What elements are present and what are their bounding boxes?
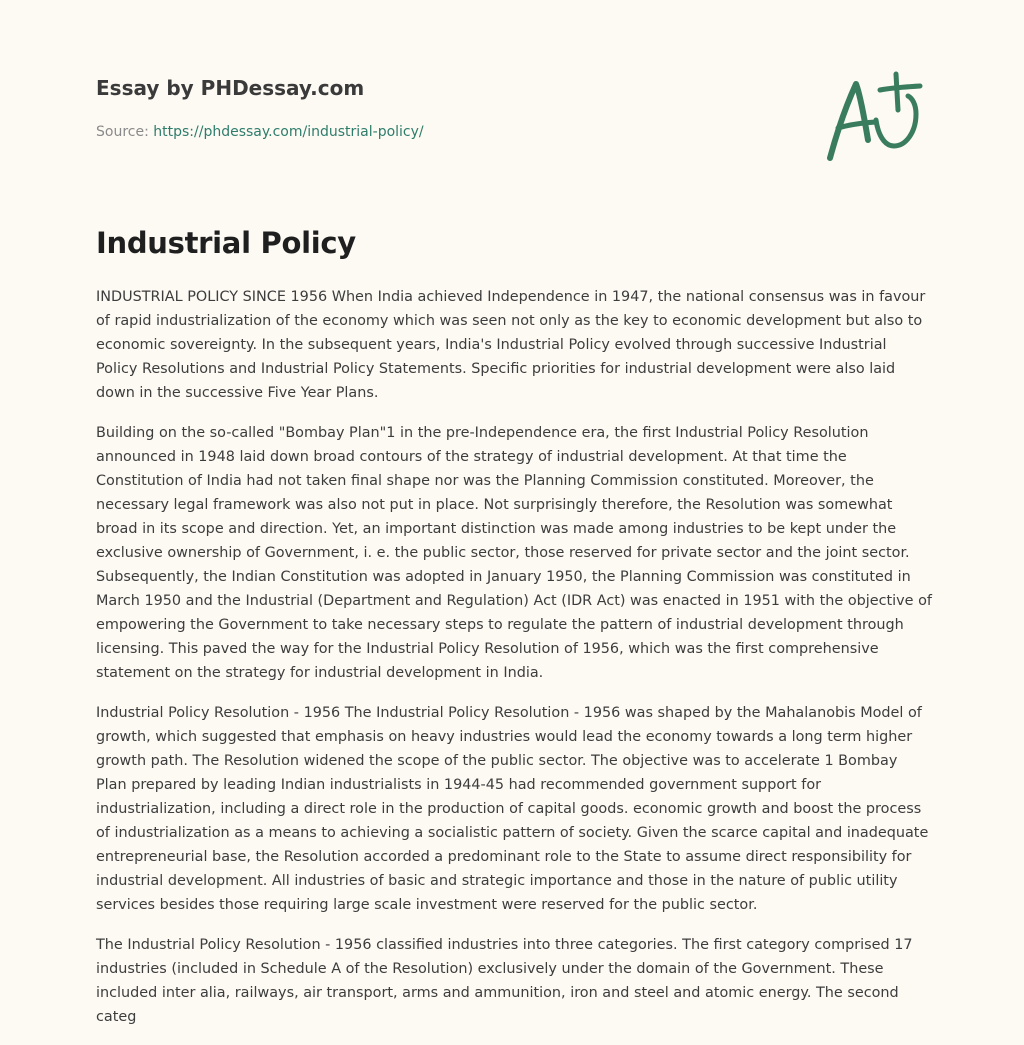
essay-paragraph: INDUSTRIAL POLICY SINCE 1956 When India achieved Independence in 1947, the national consensus was in favour of rapid industrialization of the economy which was seen not only as the key to economic development but also to economic sovereignty. In the subsequent years, India's Industrial Policy evolved through successive Industrial Policy Resolutions and Industrial Policy Statements. Specific priorities for industrial development were also laid down in the successive Five Year Plans. [96, 289, 926, 401]
essay-paragraph: The Industrial Policy Resolution - 1956 classified industries into three categories. The first category comprised 17 industries (included in Schedule A of the Resolution) exclusively under the domain of the Government. These included inter alia, railways, air transport, arms and ammunition, iron and steel and atomic energy. The second categ [96, 937, 913, 1025]
essay-paragraph: Building on the so-called "Bombay Plan"1 in the pre-Independence era, the first Industrial Policy Resolution announced in 1948 laid down broad contours of the strategy of industrial development. At that time the Constitution of India had not taken final shape nor was the Planning Commission constituted. Moreover, the necessary legal framework was also not put in place. Not surprisingly therefore, the Resolution was somewhat broad in its scope and direction. Yet, an important distinction was made among industries to be kept under the exclusive ownership of Government, i. e. the public sector, those reserved for private sector and the joint sector. Subsequently, the Indian Constitution was adopted in January 1950, the Planning Commission was constituted in March 1950 and the Industrial (Department and Regulation) Act (IDR Act) was enacted in 1951 with the objective of empowering the Government to take necessary steps to regulate the pattern of industrial development through licensing. This paved the way for the Industrial Policy Resolution of 1956, which was the first comprehensive statement on the strategy for industrial development in India. [96, 425, 932, 681]
source-link[interactable]: https://phdessay.com/industrial-policy/ [153, 124, 424, 140]
essay-body [96, 285, 932, 1045]
essay-paragraph: Industrial Policy Resolution - 1956 The Industrial Policy Resolution - 1956 was shaped by the Mahalanobis Model of growth, which suggested that emphasis on heavy industries would lead the economy towards a long term higher growth path. The Resolution widened the scope of the public sector. The objective was to accelerate 1 Bombay Plan prepared by leading Indian industrialists in 1944-45 had recommended government support for industrialization, including a direct role in the production of capital goods. economic growth and boost the process of industrialization as a means to achieving a socialistic pattern of society. Given the scarce capital and inadequate entrepreneurial base, the Resolution accorded a predominant role to the State to assume direct responsibility for industrial development. All industries of basic and strategic importance and those in the nature of public utility services besides those requiring large scale investment were reserved for the public sector. [96, 705, 929, 913]
essay-title: Industrial Policy [96, 226, 356, 260]
source-line [96, 124, 424, 140]
a-plus-logo [824, 70, 928, 166]
a-plus-logo-icon [824, 70, 928, 166]
source-label: Source: [96, 124, 154, 140]
essay-page [96, 0, 932, 1025]
site-title: Essay by PHDessay.com [96, 76, 365, 100]
page-header [96, 0, 932, 200]
